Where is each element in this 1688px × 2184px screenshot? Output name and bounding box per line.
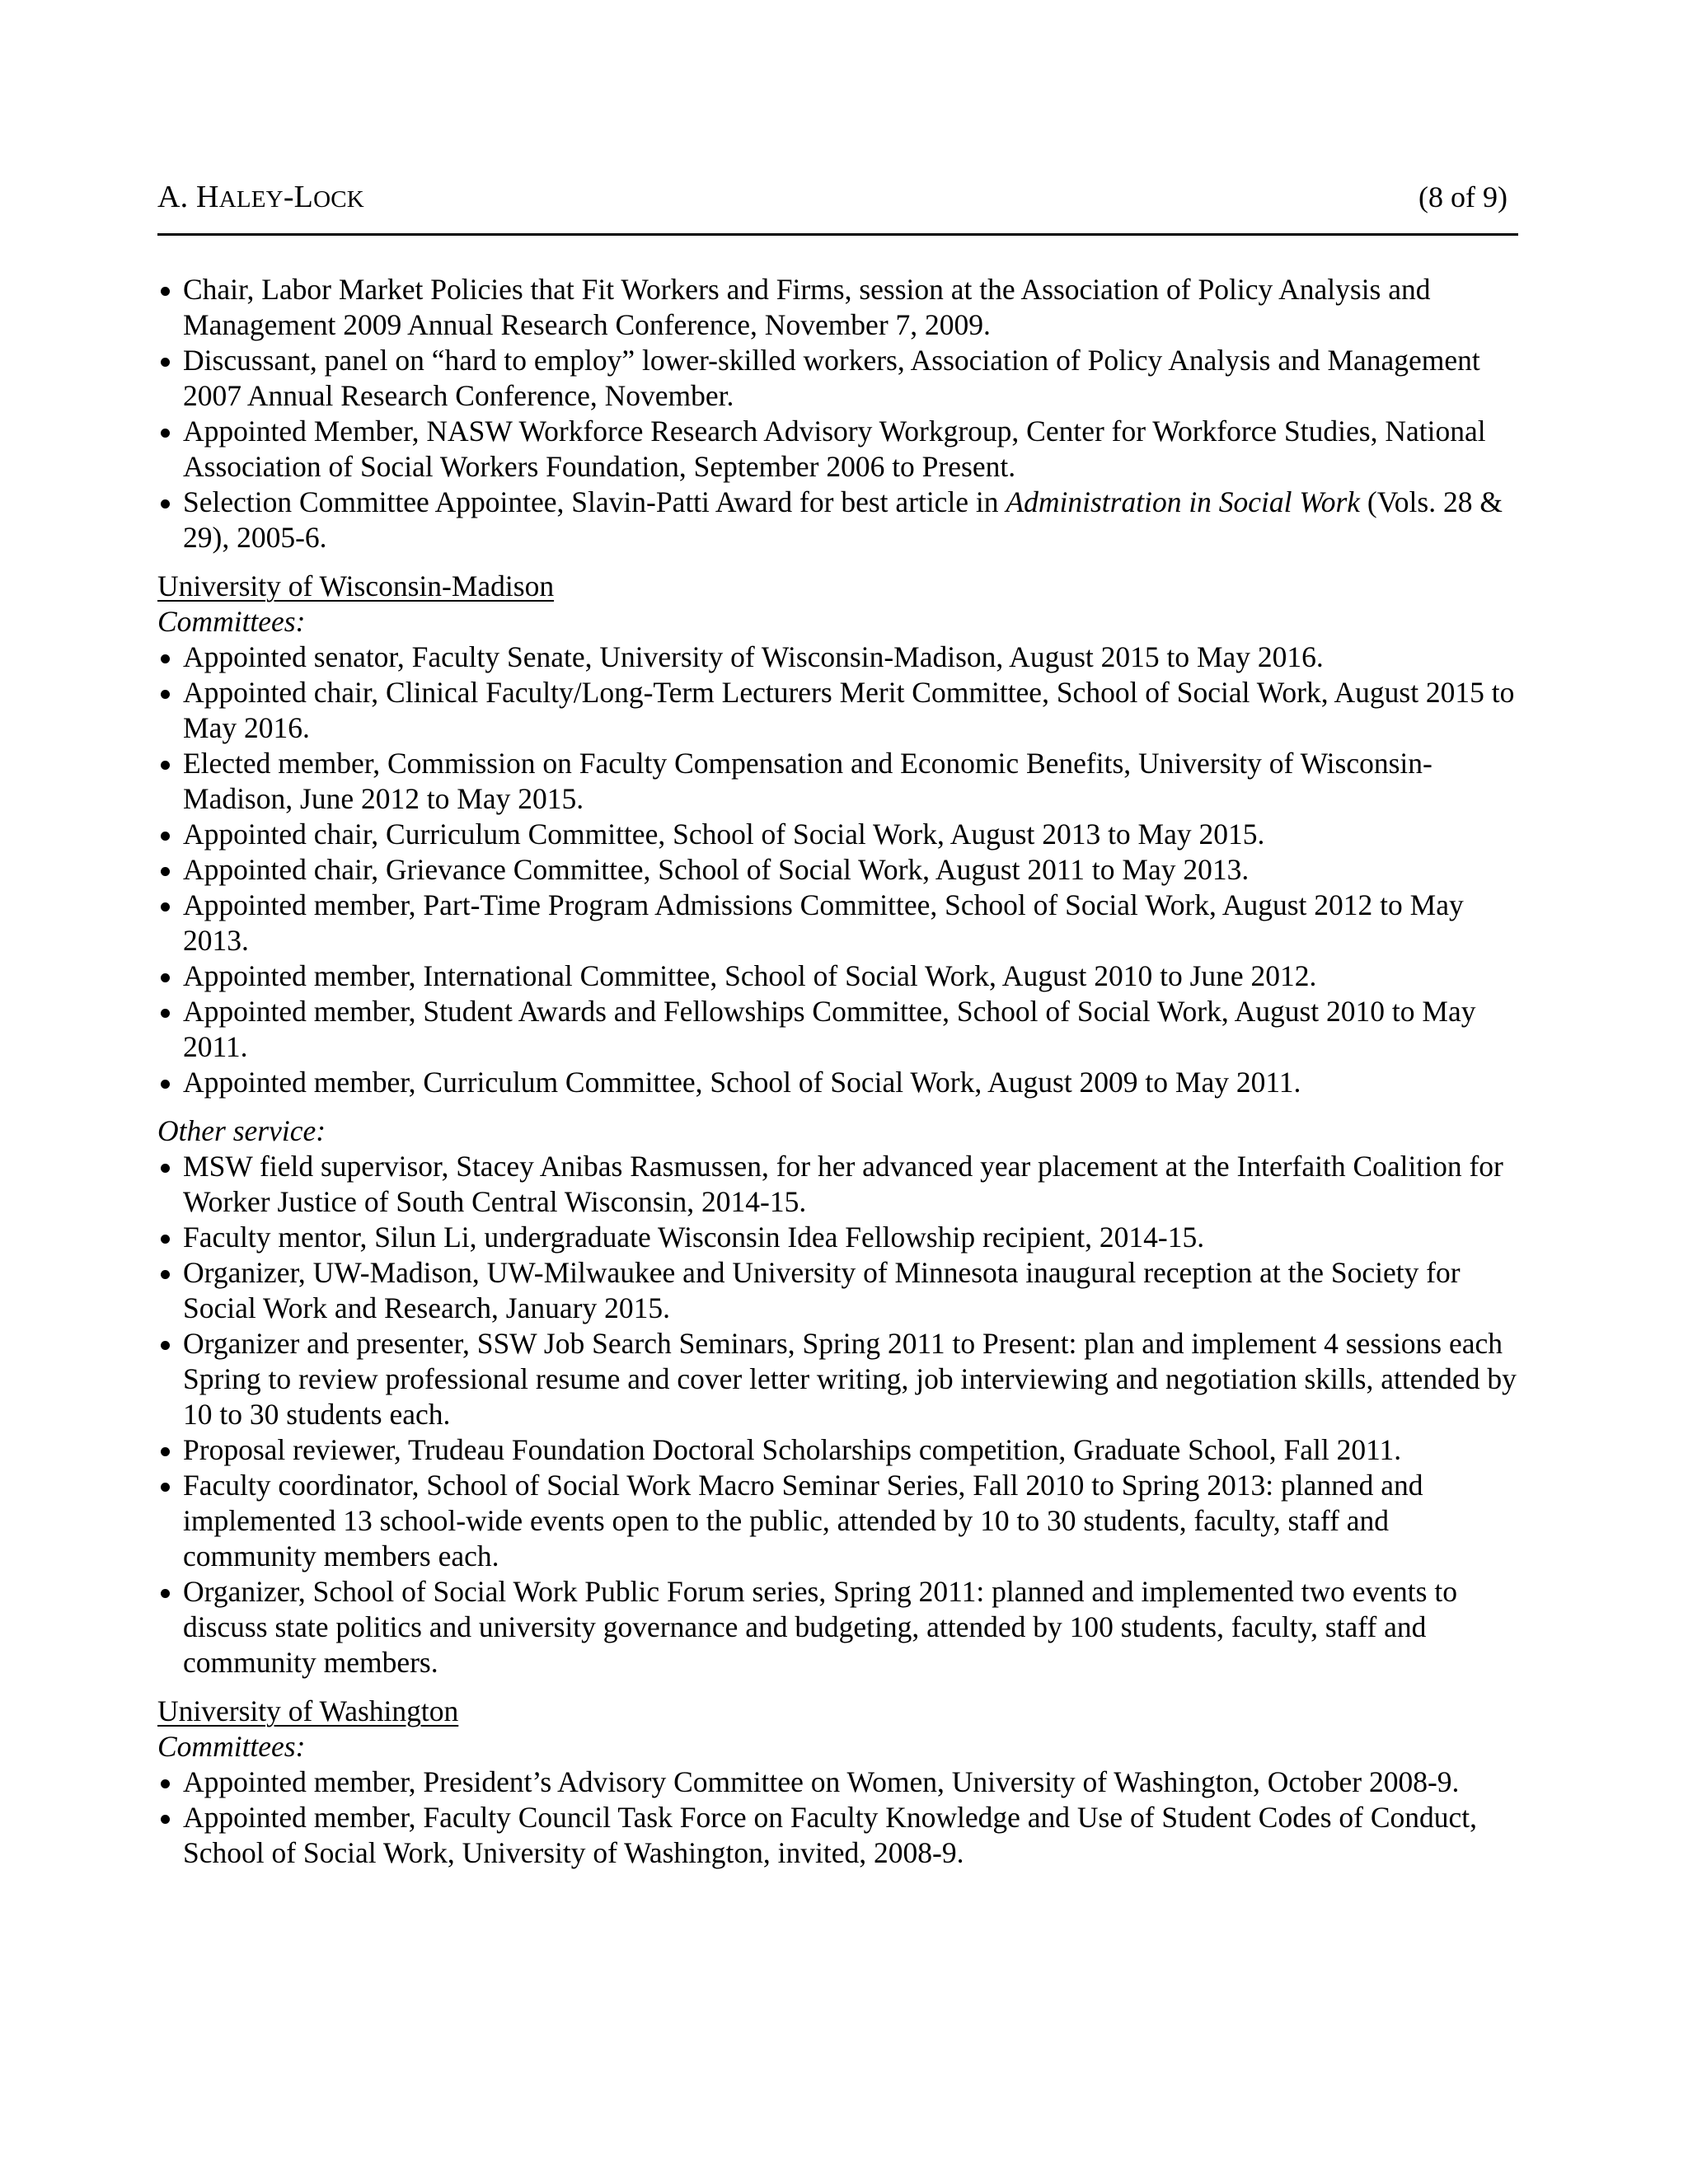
list-item: Appointed member, Faculty Council Task Force on Faculty Knowledge and Use of Student Codes of Conduct, School of Social Work, University of Washington, invited, 2008-9. — [157, 1800, 1526, 1871]
list-item: Appointed chair, Clinical Faculty/Long-Term Lecturers Merit Committee, School of Social Work, August 2015 to May 2016. — [157, 675, 1526, 746]
item-text: (Vols. 28 & 29), 2005-6. — [183, 485, 1503, 554]
professional-service-list — [157, 272, 1526, 555]
list-item: Appointed member, Student Awards and Fellowships Committee, School of Social Work, August 2010 to May 2011. — [157, 994, 1526, 1065]
list-item: Faculty mentor, Silun Li, undergraduate Wisconsin Idea Fellowship recipient, 2014-15. — [157, 1220, 1526, 1255]
section-title-uw: University of Washington — [157, 1694, 459, 1727]
list-item: Appointed chair, Grievance Committee, School of Social Work, August 2011 to May 2013. — [157, 852, 1526, 888]
list-item: Appointed member, Curriculum Committee, School of Social Work, August 2009 to May 2011. — [157, 1065, 1526, 1100]
list-item: Elected member, Commission on Faculty Compensation and Economic Benefits, University of Wisconsin-Madison, June 2012 to May 2015. — [157, 746, 1526, 817]
list-item: Faculty coordinator, School of Social Work Macro Seminar Series, Fall 2010 to Spring 2013: planned and implemented 13 school-wide events open to the public, attended by 10 to 30 students, faculty, staff and community members each. — [157, 1468, 1526, 1574]
list-item: Appointed member, International Committee, School of Social Work, August 2010 to June 2012. — [157, 958, 1526, 994]
list-item — [157, 485, 1526, 555]
author-name — [157, 176, 364, 220]
name-smallcaps-2: OCK — [313, 186, 364, 213]
name-dash: -L — [283, 180, 314, 214]
list-item: Organizer, UW-Madison, UW-Milwaukee and University of Minnesota inaugural reception at the Society for Social Work and Research, January 2015. — [157, 1255, 1526, 1326]
list-item: Organizer, School of Social Work Public Forum series, Spring 2011: planned and implemented two events to discuss state politics and university governance and budgeting, attended by 100 students, faculty, staff and community members. — [157, 1574, 1526, 1680]
subhead-committees: Committees: — [157, 1730, 306, 1763]
uw-committees-list — [157, 1765, 1526, 1871]
name-initial: A. H — [157, 180, 219, 214]
name-smallcaps-1: ALEY — [218, 186, 284, 213]
uw-madison-other-service-list — [157, 1149, 1526, 1680]
subhead-other-service: Other service: — [157, 1114, 326, 1147]
uw-madison-committees-list — [157, 640, 1526, 1100]
list-item: Appointed member, President’s Advisory Committee on Women, University of Washington, October 2008-9. — [157, 1765, 1526, 1800]
list-item: Appointed Member, NASW Workforce Research Advisory Workgroup, Center for Workforce Studies, National Association of Social Workers Foundation, September 2006 to Present. — [157, 414, 1526, 485]
section-title-uw-madison: University of Wisconsin-Madison — [157, 569, 555, 602]
list-item: Appointed senator, Faculty Senate, University of Wisconsin-Madison, August 2015 to May 2016. — [157, 640, 1526, 675]
list-item: Appointed member, Part-Time Program Admissions Committee, School of Social Work, August 2012 to May 2013. — [157, 888, 1526, 958]
list-item: Appointed chair, Curriculum Committee, School of Social Work, August 2013 to May 2015. — [157, 817, 1526, 852]
list-item: Chair, Labor Market Policies that Fit Workers and Firms, session at the Association of Policy Analysis and Management 2009 Annual Research Conference, November 7, 2009. — [157, 272, 1526, 343]
list-item: Proposal reviewer, Trudeau Foundation Doctoral Scholarships competition, Graduate School, Fall 2011. — [157, 1432, 1526, 1468]
item-text: Selection Committee Appointee, Slavin-Patti Award for best article in — [183, 485, 1006, 518]
list-item: Organizer and presenter, SSW Job Search Seminars, Spring 2011 to Present: plan and implement 4 sessions each Spring to review professional resume and cover letter writing, job interviewing and negotiation skills, attended by 10 to 30 students each. — [157, 1326, 1526, 1432]
subhead-committees: Committees: — [157, 605, 306, 638]
page-number: (8 of 9) — [1418, 180, 1507, 213]
page-header — [157, 176, 1507, 229]
list-item: Discussant, panel on “hard to employ” lower-skilled workers, Association of Policy Analysis and Management 2007 Annual Research Conference, November. — [157, 343, 1526, 414]
journal-title: Administration in Social Work — [1006, 485, 1361, 518]
header-rule — [157, 233, 1518, 236]
list-item: MSW field supervisor, Stacey Anibas Rasmussen, for her advanced year placement at the Interfaith Coalition for Worker Justice of South Central Wisconsin, 2014-15. — [157, 1149, 1526, 1220]
page-content — [157, 272, 1526, 1871]
